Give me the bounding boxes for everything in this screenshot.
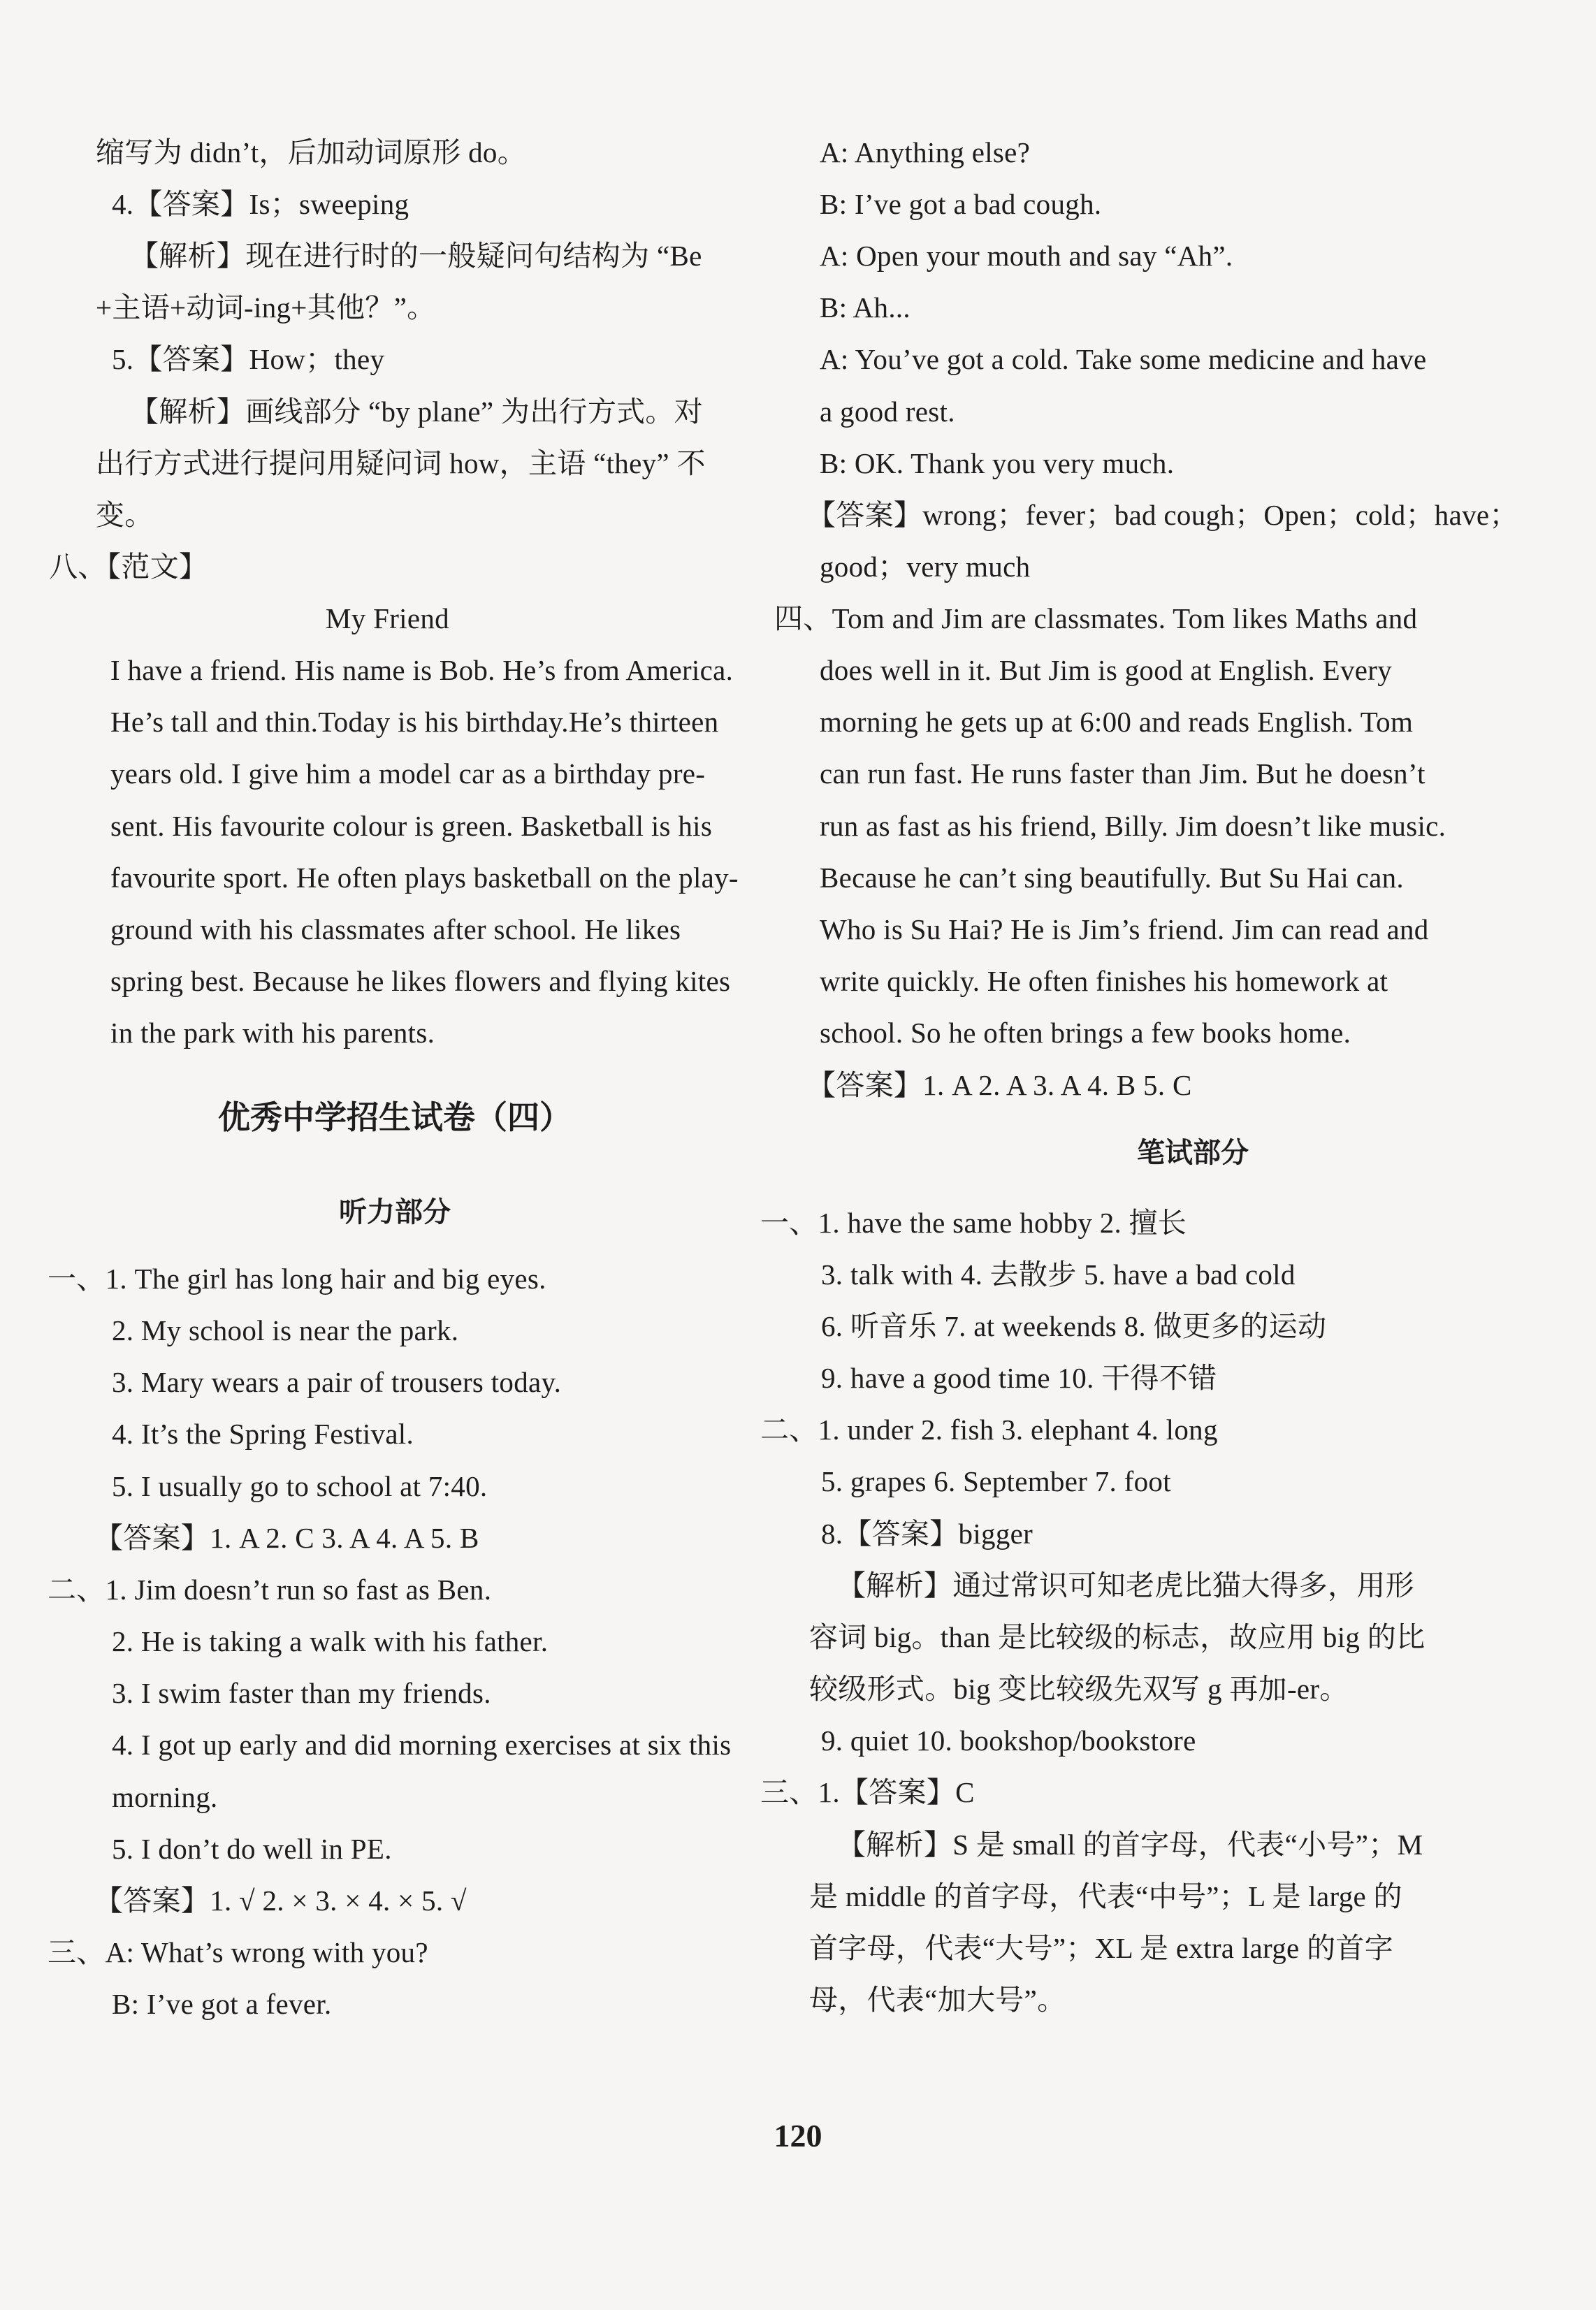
text-line: 是 middle 的首字母，代表“中号”；L 是 large 的 [809,1880,1402,1912]
text-line: in the park with his parents. [110,1017,435,1049]
text-line: 八、【范文】 [49,551,208,583]
text-line: +主语+动词-ing+其他？”。 [96,291,436,324]
text-line: 5. grapes 6. September 7. foot [821,1465,1171,1497]
text-line: 一、1. The girl has long hair and big eyes. [48,1263,546,1295]
text-line: 三、A: What’s wrong with you? [48,1936,428,1968]
text-line: good；very much [820,551,1031,583]
text-line: 3. Mary wears a pair of trousers today. [112,1366,562,1398]
text-line: B: I’ve got a bad cough. [820,188,1102,220]
text-line: 较级形式。big 变比较级先双写 g 再加-er。 [809,1673,1349,1705]
text-line: A: Anything else? [820,136,1031,168]
text-line: B: I’ve got a fever. [112,1988,332,2020]
text-line: 【答案】wrong；fever；bad cough；Open；cold；have； [807,499,1518,531]
text-line: school. So he often brings a few books home. [820,1017,1351,1049]
text-line: 【解析】通过常识可知老虎比猫大得多，用形 [837,1569,1414,1601]
text-line: 【解析】画线部分 “by plane” 为出行方式。对 [130,395,704,428]
text-line: 4. I got up early and did morning exercises at six this [112,1729,732,1761]
text-line: sent. His favourite colour is green. Basketball is his [110,810,713,842]
text-line: favourite sport. He often plays basketball on the play- [110,862,739,894]
section-heading: 笔试部分 [1137,1137,1249,1168]
text-line: B: Ah... [820,291,911,324]
text-line: 2. He is taking a walk with his father. [112,1625,549,1657]
text-line: 2. My school is near the park. [112,1314,459,1346]
text-line: ground with his classmates after school. He likes [110,913,681,945]
text-line: I have a friend. His name is Bob. He’s from America. [110,654,734,686]
text-line: 三、1.【答案】C [760,1776,975,1808]
text-line: 母，代表“加大号”。 [809,1984,1066,2016]
text-line: years old. I give him a model car as a birthday pre- [110,757,706,790]
text-line: A: Open your mouth and say “Ah”. [820,240,1233,272]
text-line: 5.【答案】How；they [112,343,385,375]
text-line: can run fast. He runs faster than Jim. But he doesn’t [820,757,1425,790]
text-line: 首字母，代表“大号”；XL 是 extra large 的首字 [809,1932,1393,1964]
text-line: 3. I swim faster than my friends. [112,1677,491,1709]
text-line: 二、1. Jim doesn’t run so fast as Ben. [48,1574,492,1606]
text-line: does well in it. But Jim is good at English. Every [820,654,1393,686]
text-line: morning. [112,1781,218,1813]
text-line: 8.【答案】bigger [821,1518,1033,1550]
text-line: Who is Su Hai? He is Jim’s friend. Jim can read and [820,913,1429,945]
text-line: B: OK. Thank you very much. [820,447,1175,479]
section-heading: 优秀中学招生试卷（四） [218,1100,572,1135]
text-line: 9. quiet 10. bookshop/bookstore [821,1724,1196,1757]
page-number: 120 [774,2118,822,2153]
text-line: 【答案】1. A 2. A 3. A 4. B 5. C [807,1069,1192,1101]
text-line: spring best. Because he likes flowers and flying kites [110,965,731,997]
text-line: He’s tall and thin.Today is his birthday.He’s thirteen [110,706,719,738]
text-line: 4.【答案】Is；sweeping [112,188,409,220]
text-line: 缩写为 didn’t，后加动词原形 do。 [96,136,526,168]
text-line: 6. 听音乐 7. at weekends 8. 做更多的运动 [821,1310,1327,1342]
text-line: 5. I don’t do well in PE. [112,1833,392,1865]
text-line: write quickly. He often finishes his homework at [820,965,1388,997]
text-line: 5. I usually go to school at 7:40. [112,1470,488,1502]
text-line: 【答案】1. √ 2. × 3. × 4. × 5. √ [94,1884,467,1917]
text-line: 【解析】现在进行时的一般疑问句结构为 “Be [130,240,702,272]
text-line: 出行方式进行提问用疑问词 how，主语 “they” 不 [96,447,706,479]
text-line: a good rest. [820,395,955,428]
text-line: 一、1. have the same hobby 2. 擅长 [760,1207,1187,1239]
text-line: 四、Tom and Jim are classmates. Tom likes Maths and [774,602,1418,634]
text-line: 容词 big。than 是比较级的标志，故应用 big 的比 [809,1621,1425,1653]
text-line: 二、1. under 2. fish 3. elephant 4. long [760,1414,1218,1446]
text-line: 变。 [96,499,154,531]
text-line: My Friend [326,602,449,634]
text-line: Because he can’t sing beautifully. But Su Hai can. [820,862,1404,894]
text-line: A: You’ve got a cold. Take some medicine and have [820,343,1427,375]
text-line: 【答案】1. A 2. C 3. A 4. A 5. B [94,1522,479,1554]
text-line: morning he gets up at 6:00 and reads English. Tom [820,706,1414,738]
text-line: 9. have a good time 10. 干得不错 [821,1362,1217,1394]
text-line: 4. It’s the Spring Festival. [112,1418,414,1450]
text-line: 3. talk with 4. 去散步 5. have a bad cold [821,1258,1296,1291]
section-heading: 听力部分 [339,1196,451,1228]
text-line: 【解析】S 是 small 的首字母，代表“小号”；M [837,1829,1423,1861]
text-line: run as fast as his friend, Billy. Jim doesn’t like music. [820,810,1446,842]
